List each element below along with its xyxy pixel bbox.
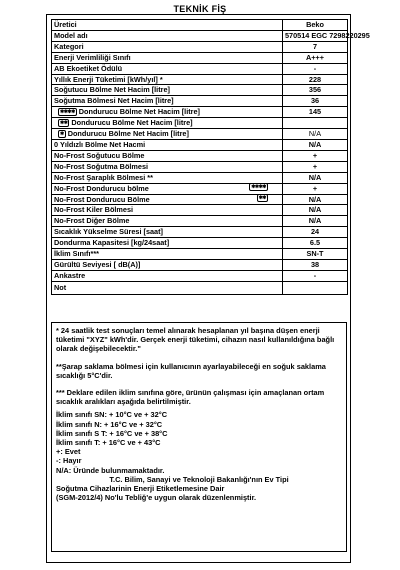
climate-list bbox=[56, 410, 342, 502]
spec-label bbox=[52, 161, 283, 172]
spec-row bbox=[52, 259, 348, 270]
spec-row bbox=[52, 270, 348, 281]
spec-label bbox=[52, 205, 283, 216]
spec-label-text: Not bbox=[54, 282, 67, 292]
star-rating-icon: ✱✱✱✱ bbox=[60, 108, 75, 115]
spec-value: 570514 EGC 7298220295 bbox=[283, 30, 348, 41]
spec-label-text: No-Frost Soğutucu Bölme bbox=[54, 150, 145, 160]
spec-label-text: No-Frost Kiler Bölmesi bbox=[54, 205, 134, 215]
spec-label bbox=[52, 107, 283, 118]
spec-row bbox=[52, 74, 348, 85]
star-rating-icon: ✱ bbox=[60, 130, 64, 137]
spec-label bbox=[52, 63, 283, 74]
note-wine: **Şarap saklama bölmesi için kullanıcının ayarlayabileceği en soğuk saklama sıcaklığı 5°C'dir. bbox=[56, 361, 326, 380]
spec-row bbox=[52, 161, 348, 172]
star-rating-icon: ✱✱ bbox=[258, 194, 266, 201]
spec-label-text: Soğutucu Bölme Net Hacim [litre] bbox=[54, 85, 170, 95]
spec-row bbox=[52, 139, 348, 150]
spec-row bbox=[52, 30, 348, 41]
spec-row bbox=[52, 20, 348, 31]
spec-value: - bbox=[283, 63, 348, 74]
note-climate: *** Deklare edilen iklim sınıfına göre, ürünün çalışması için amaçlanan ortam sıcaklık aralıkları aşağıda belirtilmiştir. bbox=[56, 388, 325, 407]
spec-label-text: Kategori bbox=[54, 41, 84, 51]
spec-value: N/A bbox=[283, 172, 348, 183]
spec-label-text: Dondurma Kapasitesi [kg/24saat] bbox=[54, 238, 170, 248]
spec-label-text: Üretici bbox=[54, 20, 77, 29]
spec-value: N/A bbox=[283, 129, 348, 140]
spec-value: 6.5 bbox=[283, 238, 348, 249]
legend-na: N/A: Üründe bulunmamaktadır. bbox=[56, 465, 165, 475]
spec-row bbox=[52, 238, 348, 249]
spec-row bbox=[52, 194, 348, 205]
spec-value: SN-T bbox=[283, 249, 348, 260]
legend-yes: +: Evet bbox=[56, 447, 81, 457]
spec-row bbox=[52, 41, 348, 52]
spec-label bbox=[52, 96, 283, 107]
spec-value: 36 bbox=[283, 96, 348, 107]
spec-label bbox=[52, 194, 283, 205]
spec-row bbox=[52, 118, 348, 129]
spec-label-text: İklim Sınıfı*** bbox=[54, 249, 100, 259]
spec-label bbox=[52, 30, 283, 41]
spec-label bbox=[52, 249, 283, 260]
spec-value: + bbox=[283, 161, 348, 172]
legend-no: -: Hayır bbox=[56, 456, 82, 466]
spec-label bbox=[52, 52, 283, 63]
star-rating-icon: ✱✱ bbox=[60, 119, 68, 126]
spec-label bbox=[52, 20, 283, 31]
spec-label-text: Ankastre bbox=[54, 270, 86, 280]
spec-label-text: No-Frost Soğutma Bölmesi bbox=[54, 161, 149, 171]
spec-label-text: Dondurucu Bölme Net Hacim [litre] bbox=[71, 118, 193, 128]
spec-label-text: No-Frost Diğer Bölme bbox=[54, 216, 130, 226]
spec-label bbox=[52, 74, 283, 85]
spec-label-text: AB Ekoetiket Ödülü bbox=[54, 63, 123, 73]
footer-line-3: (SGM-2012/4) No'lu Tebliğ'e uygun olarak düzenlenmiştir. bbox=[56, 493, 257, 503]
spec-value: - bbox=[283, 270, 348, 281]
spec-label-text: Enerji Verimliliği Sınıfı bbox=[54, 52, 131, 62]
spec-row bbox=[52, 205, 348, 216]
spec-row bbox=[52, 172, 348, 183]
spec-label-text: Gürültü Seviyesi [ dB(A)] bbox=[54, 259, 141, 269]
footer-line-2: Soğutma Cihazlarinin Enerji Etiketlemesine Dair bbox=[56, 484, 225, 494]
spec-label bbox=[52, 85, 283, 96]
spec-label bbox=[52, 118, 283, 129]
climate-n: İklim sınıfı N: + 16°C ve + 32°C bbox=[56, 419, 163, 429]
spec-value: 7 bbox=[283, 41, 348, 52]
spec-value: N/A bbox=[283, 216, 348, 227]
spec-row bbox=[52, 150, 348, 161]
spec-row bbox=[52, 96, 348, 107]
spec-label bbox=[52, 270, 283, 281]
spec-label bbox=[52, 227, 283, 238]
climate-t: İklim sınıfı T: + 16°C ve + 43°C bbox=[56, 438, 161, 448]
spec-row bbox=[52, 52, 348, 63]
spec-label-text: No-Frost Dondurucu bölme bbox=[54, 183, 149, 193]
spec-row bbox=[52, 216, 348, 227]
star-rating-icon: ✱✱✱✱ bbox=[251, 183, 266, 190]
spec-label bbox=[52, 129, 283, 140]
spec-label bbox=[52, 139, 283, 150]
spec-value: + bbox=[283, 150, 348, 161]
spec-label bbox=[52, 172, 283, 183]
spec-value: 145 bbox=[283, 107, 348, 118]
spec-label bbox=[52, 41, 283, 52]
spec-row bbox=[52, 227, 348, 238]
spec-label bbox=[52, 150, 283, 161]
spec-value: 228 bbox=[283, 74, 348, 85]
spec-value: 24 bbox=[283, 227, 348, 238]
spec-label bbox=[52, 183, 283, 194]
spec-row bbox=[52, 281, 348, 294]
spec-table bbox=[51, 19, 370, 295]
spec-label-text: Model adı bbox=[54, 30, 88, 40]
spec-label-text: No-Frost Şaraplık Bölmesi ** bbox=[54, 172, 153, 182]
spec-value: 356 bbox=[283, 85, 348, 96]
spec-label-text: Yıllık Enerji Tüketimi [kWh/yıl] * bbox=[54, 74, 163, 84]
spec-value: A+++ bbox=[283, 52, 348, 63]
spec-label-text: Soğutma Bölmesi Net Hacim [litre] bbox=[54, 96, 174, 106]
spec-row bbox=[52, 85, 348, 96]
spec-label-text: 0 Yıldızlı Bölme Net Hacmi bbox=[54, 139, 146, 149]
spec-label bbox=[52, 281, 283, 294]
spec-value: Beko bbox=[283, 20, 348, 31]
page-title: TEKNİK FİŞ bbox=[173, 4, 227, 14]
spec-value: N/A bbox=[283, 139, 348, 150]
climate-sn: İklim sınıfı SN: + 10°C ve + 32°C bbox=[56, 410, 168, 420]
spec-row bbox=[52, 183, 348, 194]
spec-row bbox=[52, 107, 348, 118]
spec-label bbox=[52, 259, 283, 270]
spec-label bbox=[52, 216, 283, 227]
spec-label-text: Dondurucu Bölme Net Hacim [litre] bbox=[67, 129, 189, 139]
climate-st: İklim sınıfı S T: + 16°C ve + 38°C bbox=[56, 428, 168, 438]
spec-label-text: No-Frost Dondurucu Bölme bbox=[54, 194, 150, 204]
spec-label-text: Sıcaklık Yükselme Süresi [saat] bbox=[54, 227, 163, 237]
footer-line-1: T.C. Bilim, Sanayi ve Teknoloji Bakanlığı'nın Ev Tipi bbox=[109, 474, 289, 484]
spec-row bbox=[52, 249, 348, 260]
spec-value bbox=[283, 281, 348, 294]
spec-value: N/A bbox=[283, 205, 348, 216]
spec-label-text: Dondurucu Bölme Net Hacim [litre] bbox=[78, 107, 200, 117]
spec-value: + bbox=[283, 183, 348, 194]
notes-box bbox=[51, 322, 347, 552]
spec-row bbox=[52, 63, 348, 74]
spec-label bbox=[52, 238, 283, 249]
spec-row bbox=[52, 129, 348, 140]
note-energy: * 24 saatlik test sonuçları temel alınarak hesaplanan yıl başına düşen enerji tüketimi "XYZ" kWh'dir. Gerçek enerji tüketimi, cihazın nasıl kullanıldığına bağlı olarak değişebilecektir." bbox=[56, 326, 335, 354]
spec-value: 38 bbox=[283, 259, 348, 270]
spec-value: N/A bbox=[283, 194, 348, 205]
spec-value bbox=[283, 118, 348, 129]
